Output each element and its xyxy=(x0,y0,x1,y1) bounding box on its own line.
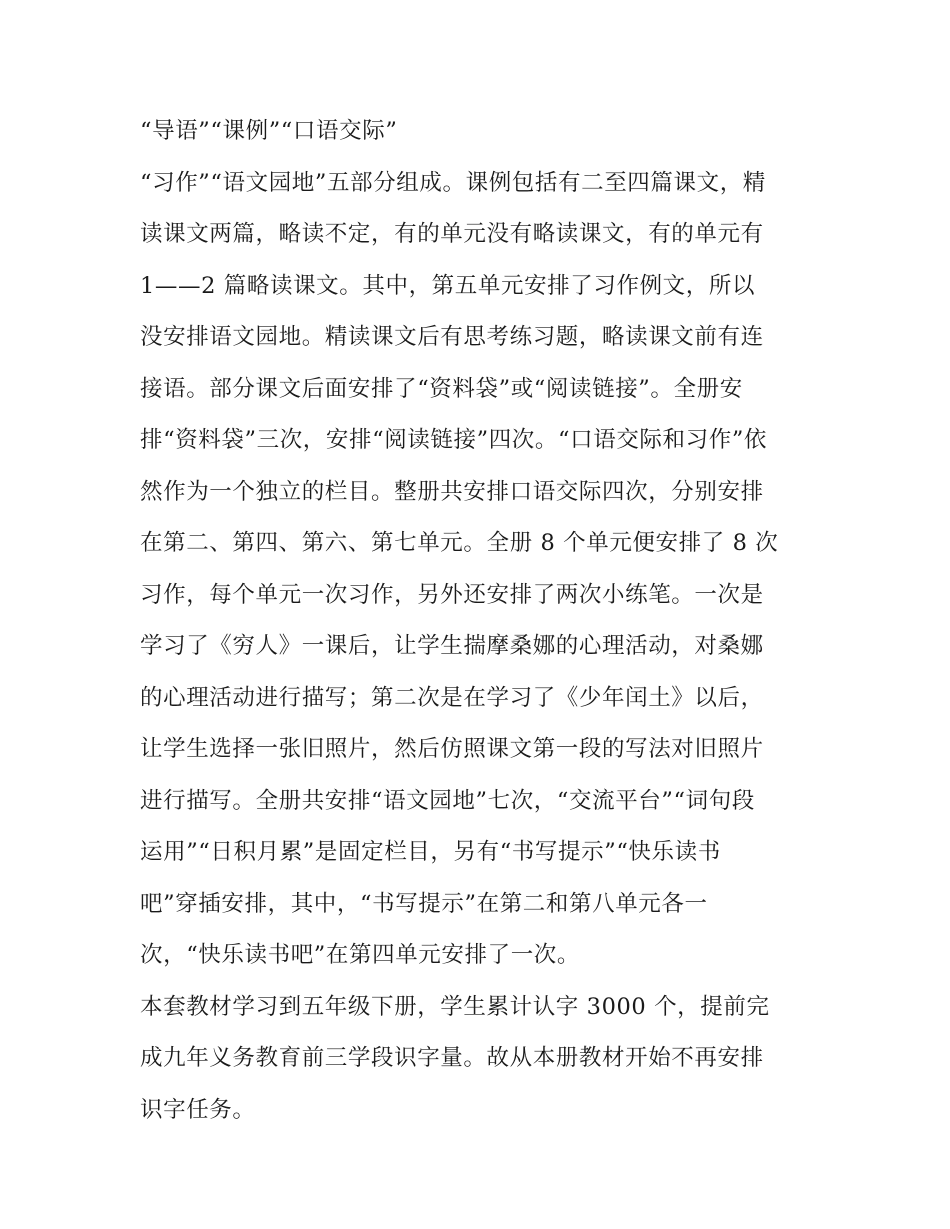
text-line: 进行描写。全册共安排“语文园地”七次，“交流平台”“词句段 xyxy=(140,787,755,814)
text-line: 接语。部分课文后面安排了“资料袋”或“阅读链接”。全册安 xyxy=(140,375,743,402)
text-line: 的心理活动进行描写；第二次是在学习了《少年闰土》以后， xyxy=(140,684,764,711)
text-line: 然作为一个独立的栏目。整册共安排口语交际四次，分别安排 xyxy=(140,478,764,505)
text-line: 成九年义务教育前三学段识字量。故从本册教材开始不再安排 xyxy=(140,1045,764,1071)
text-line: 次，“快乐读书吧”在第四单元安排了一次。 xyxy=(140,942,581,968)
text-line: 吧”穿插安排，其中，“书写提示”在第二和第八单元各一 xyxy=(140,890,708,917)
text-line: 识字任务。 xyxy=(140,1096,256,1123)
text-line: 学习了《穷人》一课后，让学生揣摩桑娜的心理活动，对桑娜 xyxy=(140,633,764,659)
text-line: 1——2 篇略读课文。其中，第五单元安排了习作例文，所以 xyxy=(140,272,756,299)
document-body xyxy=(140,111,820,1141)
text-line: 习作，每个单元一次习作，另外还安排了两次小练笔。一次是 xyxy=(140,581,764,608)
text-line: “习作”“语文园地”五部分组成。课例包括有二至四篇课文，精 xyxy=(140,169,766,196)
text-line: “导语”“课例”“口语交际” xyxy=(140,118,398,144)
text-line: 本套教材学习到五年级下册，学生累计认字 3000 个，提前完 xyxy=(140,993,770,1020)
text-line: 运用”“日积月累”是固定栏目，另有“书写提示”“快乐读书 xyxy=(140,839,721,865)
text-line: 没安排语文园地。精读课文后有思考练习题，略读课文前有连 xyxy=(140,324,764,350)
text-line: 排“资料袋”三次，安排“阅读链接”四次。“口语交际和习作”依 xyxy=(140,427,768,453)
text-line: 读课文两篇，略读不定，有的单元没有略读课文，有的单元有 xyxy=(140,221,764,247)
text-line: 让学生选择一张旧照片，然后仿照课文第一段的写法对旧照片 xyxy=(140,736,764,762)
text-line: 在第二、第四、第六、第七单元。全册 8 个单元便安排了 8 次 xyxy=(140,530,779,556)
